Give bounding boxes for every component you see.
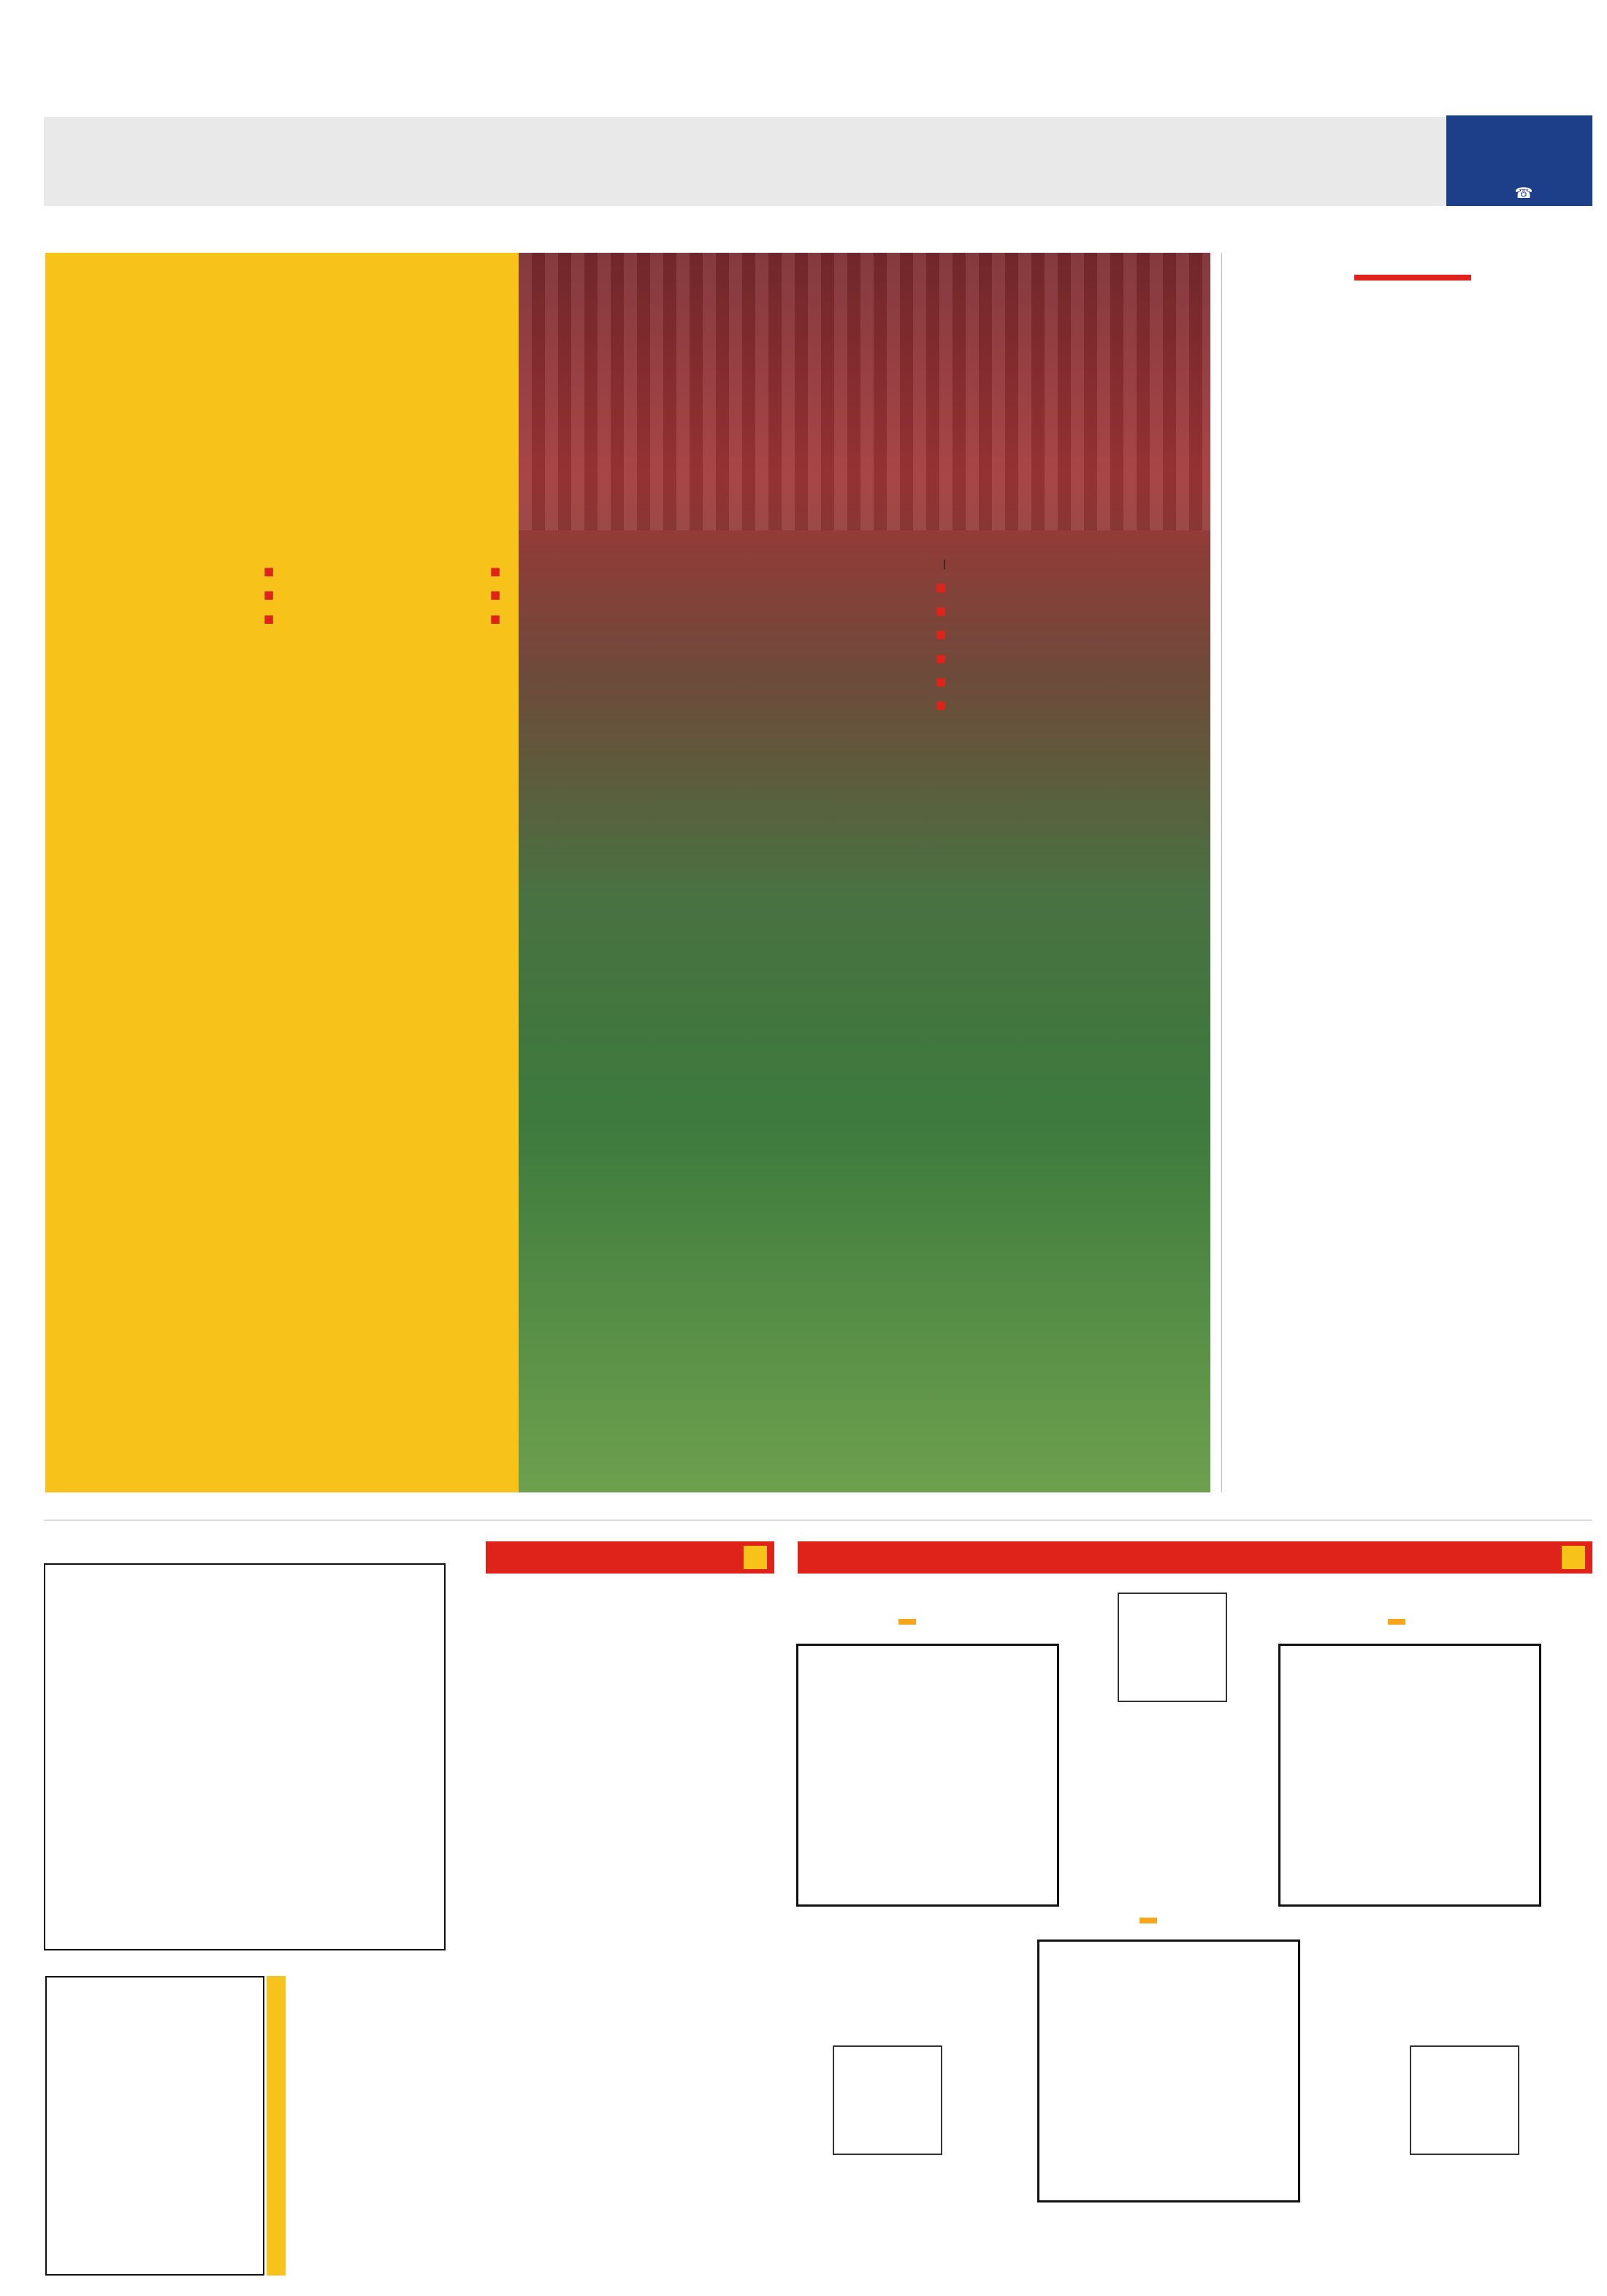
answer-label xyxy=(267,1976,286,2276)
sidebar-badge xyxy=(1354,275,1471,281)
sudoku-answer-grid xyxy=(833,2045,942,2155)
masthead-bar xyxy=(44,117,1592,206)
article-column-1 xyxy=(730,557,946,717)
phone-number xyxy=(1446,180,1592,206)
crossword-row-numbers xyxy=(448,1563,467,1950)
question: ■ xyxy=(935,580,946,594)
question: ■ xyxy=(935,698,946,712)
sudoku-grid-hard[interactable] xyxy=(796,1644,1059,1907)
question: ■ xyxy=(263,565,274,578)
article-column-2 xyxy=(285,557,500,633)
sudoku-grid-medium[interactable] xyxy=(1037,1940,1300,2202)
phone-icon: ☎ xyxy=(1514,184,1533,202)
crossword-grid[interactable] xyxy=(44,1563,446,1950)
question: ■ xyxy=(935,604,946,618)
player-photo xyxy=(519,253,1210,1492)
question: ■ xyxy=(935,675,946,689)
question: ■ xyxy=(263,588,274,602)
level-label xyxy=(898,1619,916,1625)
sudoku-header xyxy=(798,1541,1592,1574)
question: ■ xyxy=(489,588,500,602)
crossword-answer-grid xyxy=(45,1976,264,2276)
sudoku-answer-grid xyxy=(1118,1593,1227,1702)
question: ■ xyxy=(935,628,946,641)
sudoku-answer-grid xyxy=(1410,2045,1519,2155)
level-label xyxy=(1388,1619,1405,1625)
sidebar xyxy=(1233,253,1592,1492)
section-divider xyxy=(44,1519,1592,1521)
column-divider xyxy=(1221,253,1222,1492)
crossword-header xyxy=(486,1541,774,1574)
crossword-clues-across xyxy=(643,1607,771,1610)
intro-paragraph: | xyxy=(942,558,946,570)
sudoku-grid-easy[interactable] xyxy=(1278,1644,1541,1907)
article-column-3 xyxy=(58,557,274,633)
question: ■ xyxy=(935,651,946,665)
question: ■ xyxy=(489,611,500,625)
crossword-clues-down xyxy=(486,1607,614,1613)
hero-section xyxy=(45,253,1210,1492)
puzzle-icon xyxy=(744,1546,767,1569)
puzzle-icon xyxy=(1562,1546,1585,1569)
question: ■ xyxy=(263,611,274,625)
question: ■ xyxy=(489,565,500,578)
level-label xyxy=(1140,1918,1157,1923)
